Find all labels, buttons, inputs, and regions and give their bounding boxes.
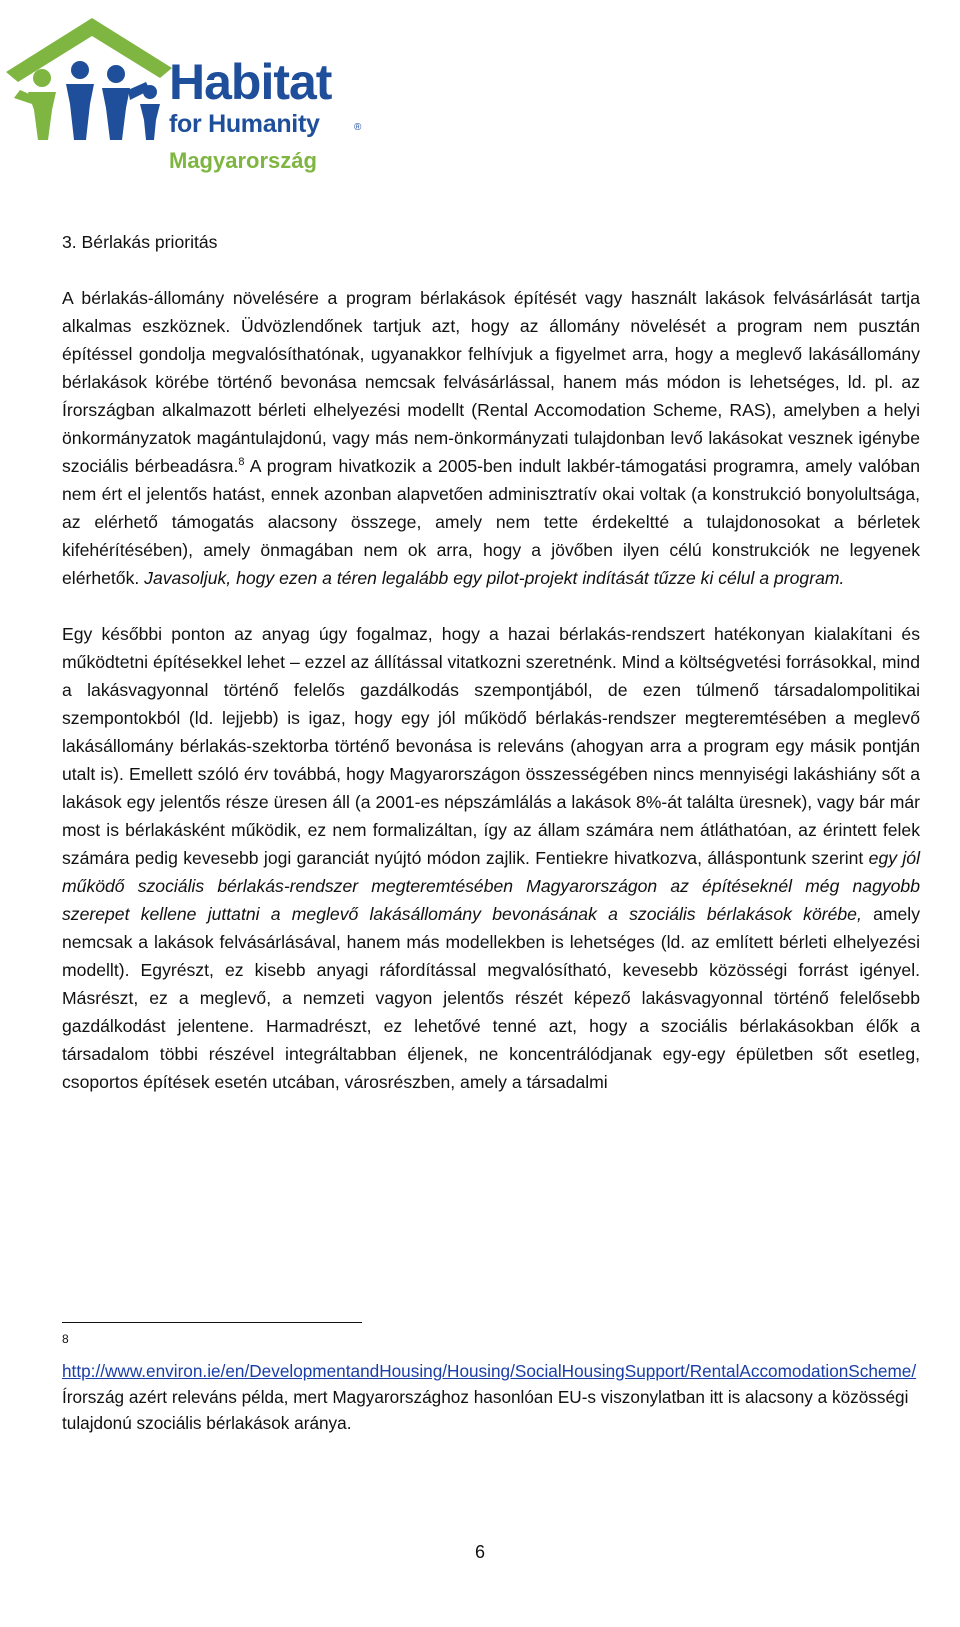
footnote-reference[interactable]: 8 — [238, 456, 245, 469]
footnote-text: Írország azért releváns példa, mert Magyarországhoz hasonlóan EU-s viszonylatban itt is alacsony a közösségi tulajdonú szociális bérlakások aránya. — [62, 1387, 909, 1433]
paragraph-1-text-a: A bérlakás-állomány növelésére a program bérlakások építését vagy használt lakások felvásárlását tartja alkalmas eszköznek. Üdvözlendőnek tartjuk azt, hogy az állomány növelését a program nem pusztán építéssel gondolja megvalósíthatónak, ugyanakkor felhívjuk a figyelmet arra, hogy a meglevő lakásállomány bérlakások körébe történő bevonása nemcsak felvásárlással, hanem más módon is lehetséges, ld. pl. az Írországban alkalmazott bérleti elhelyezési modellt (Rental Accomodation Scheme, RAS), amelyben a helyi önkormányzatok magántulajdonú, vagy más nem-önkormányzati tulajdonban levő lakásokat vesznek igénybe szociális bérbeadásra. — [62, 288, 920, 476]
footnote-number: 8 — [62, 1332, 69, 1346]
section-heading: 3. Bérlakás prioritás — [62, 232, 218, 252]
document-body — [62, 228, 920, 1096]
paragraph-2-text-a: Egy későbbi ponton az anyag úgy fogalmaz, hogy a hazai bérlakás-rendszert hatékonyan kialakítani és működtetni építésekkel lehet – ezzel az állítással vitatkozni szeretnénk. Mind a költségvetési forrásokkal, mind a lakásvagyonnal történő felelős gazdálkodás szempontjából, de ezen túlmenő társadalompolitikai szempontokból (ld. lejjebb) is igaz, hogy egy jól működő bérlakás-rendszer megteremtésében a meglevő lakásállomány bérlakás-szektorba történő bevonása is releváns (ahogyan arra a program egy másik pontján utalt is). Emellett szóló érv továbbá, hogy Magyarországon összességében nincs mennyiségi lakáshiány sőt a lakások egy jelentős része üresen áll (a 2001-es népszámlálás a lakások 8%-át találta üresnek), vagy bár már most is bérlakásként működik, ez nem formalizáltan, így az állam számára nem átláthatóan, az érintett felek számára pedig kevesebb jogi garanciát nyújtó módon zajlik. Fentiekre hivatkozva, álláspontunk szerint — [62, 624, 920, 868]
footnote-link[interactable]: http://www.environ.ie/en/DevelopmentandHousing/Housing/SocialHousingSupport/RentalAccomodationScheme/ — [62, 1361, 917, 1381]
paragraph-2-italic: egy jól működő szociális bérlakás-rendszer megteremtésében Magyarországon az építéseknél még nagyobb szerepet kellene juttatni a meglevő lakásállomány bevonásának a szociális bérlakások körébe, — [62, 848, 921, 924]
paragraph-1 — [62, 284, 920, 592]
registered-mark: ® — [354, 122, 362, 133]
page-number: 6 — [474, 1542, 485, 1562]
habitat-logo — [4, 12, 364, 172]
paragraph-1-text-b: A program hivatkozik a 2005-ben indult lakbér-támogatási programra, amely valóban nem ért el jelentős hatást, ennek azonban alapvetően adminisztratív okai voltak (a konstrukció bonyolultsága, az elérhető támogatás alacsony összege, amely nem tette érdekeltté a tulajdonosokat a bérletek kifehérítésében), amely önmagában nem ok arra, hogy a jövőben ilyen célú konstrukciók ne legyenek elérhetők. — [62, 456, 921, 588]
footnote-divider — [62, 1322, 362, 1323]
paragraph-1-italic: Javasoljuk, hogy ezen a téren legalább egy pilot-projekt indítását tűzze ki célul a program. — [144, 568, 845, 588]
footnote — [62, 1358, 920, 1436]
logo-line-1: Habitat — [169, 54, 332, 110]
paragraph-2-text-b: amely nemcsak a lakások felvásárlásával, hanem más modellekben is lehetséges (ld. az említett bérleti elhelyezési modellt). Egyrészt, ez kisebb anyagi ráfordítással megvalósítható, kevesebb közösségi forrást igényel. Másrészt, ez a meglevő, a nemzeti vagyon jelentős részét képező lakásvagyonnal történő felelősebb gazdálkodást jelentene. Harmadrészt, ez lehetővé tenné azt, hogy a szociális bérlakásokban élők a társadalom többi részével integráltabban éljenek, ne koncentrálódjanak egy-egy épületben sőt esetleg, csoportos építések esetén utcában, városrészben, amely a társadalmi — [62, 904, 921, 1092]
logo-line-2: for Humanity — [169, 110, 320, 138]
logo-line-3: Magyarország — [169, 148, 317, 173]
paragraph-2 — [62, 620, 920, 1096]
houses-people-icon — [4, 12, 174, 162]
